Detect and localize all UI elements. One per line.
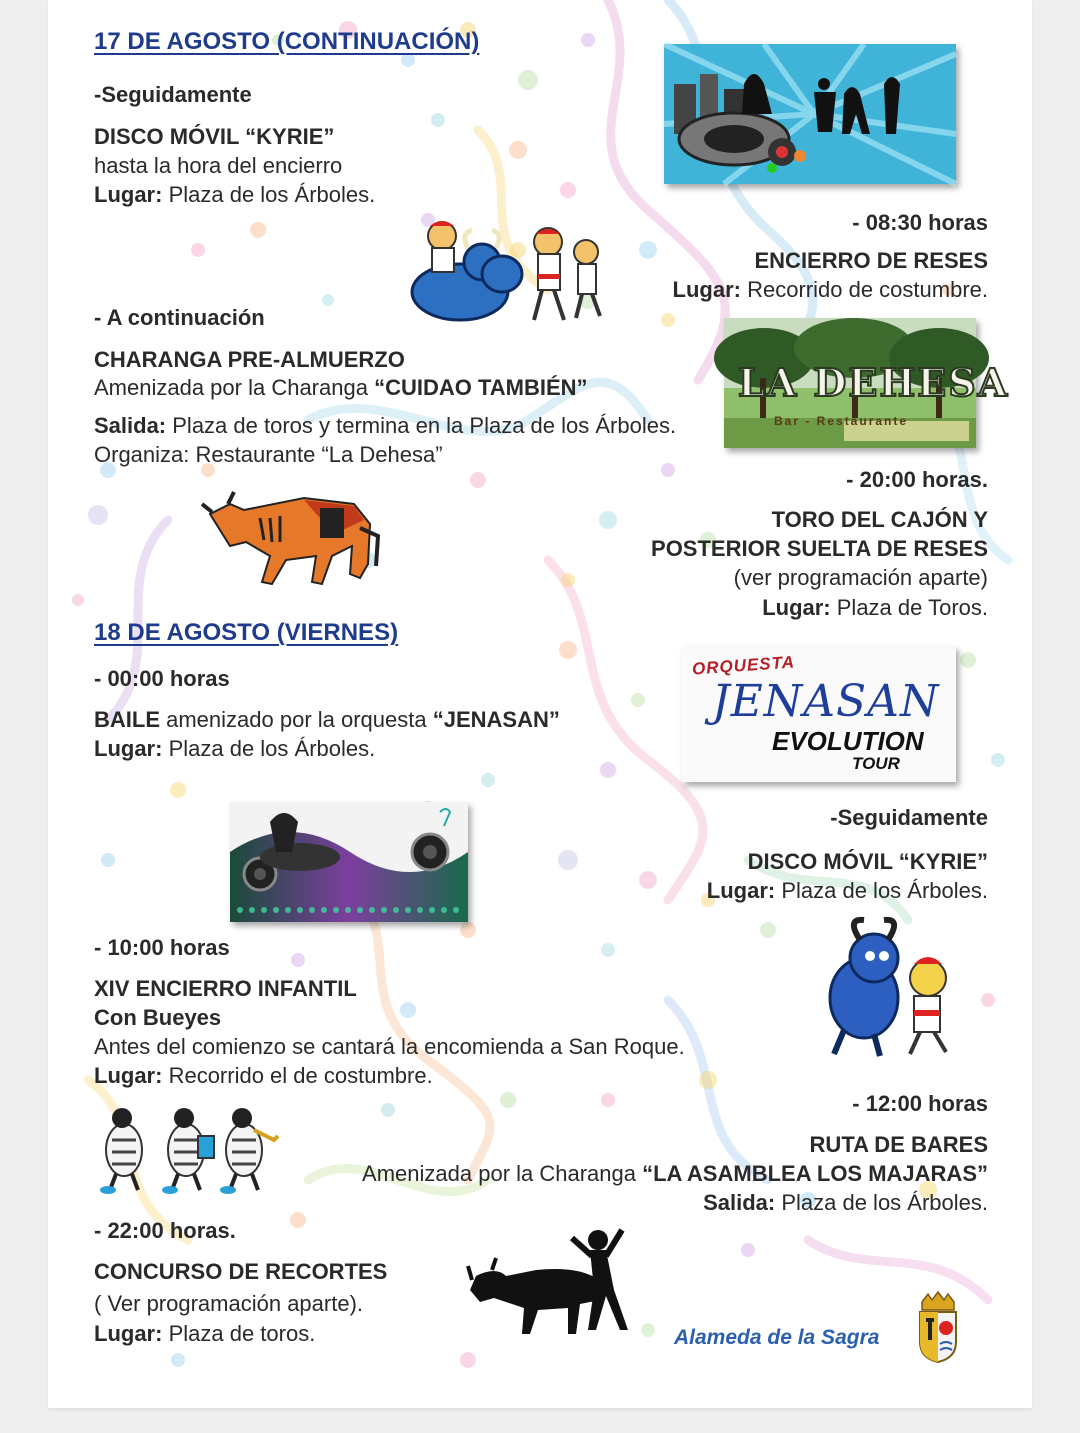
aug17-event4-title2: POSTERIOR SUELTA DE RESES [651,536,988,561]
aug18-event5-time: - 22:00 horas. [94,1218,236,1243]
la-dehesa-restaurant-image [724,318,1010,448]
aug18-event1-title [94,705,560,734]
aug17-event2-time: - 08:30 horas [852,210,988,235]
place-value: Plaza de los Árboles. [162,182,376,207]
start-label: Salida: [94,413,167,438]
place-value: Plaza de los Árboles. [775,878,988,903]
charanga-musicians-image [94,1100,280,1196]
start-label: Salida: [703,1190,776,1215]
orchestra-name: “JENASAN” [432,707,560,732]
dj-speakers-image [230,802,468,922]
jenasan-top-text: ORQUESTA [691,652,796,679]
aug17-event2-title: ENCIERRO DE RESES [754,248,988,273]
aug18-event3-time: - 10:00 horas [94,935,230,960]
aug18-event5-detail: ( Ver programación aparte). [94,1291,364,1316]
detail-text: Amenizada por la Charanga [94,375,375,400]
aug18-event3-detail: Antes del comienzo se cantará la encomienda a San Roque. [94,1034,685,1059]
charanga-name: “CUIDAO TAMBIÉN” [374,375,588,400]
aug17-event3-start [94,411,676,440]
aug18-event3-place [94,1061,433,1090]
town-coat-of-arms-icon [916,1292,960,1364]
cartoon-ox-runner-image [804,918,964,1062]
aug18-event3-subtitle: Con Bueyes [94,1005,222,1030]
aug18-event2-title: DISCO MÓVIL “KYRIE” [747,849,988,874]
aug18-event4-time: - 12:00 horas [852,1091,988,1116]
aug18-event4-detail [362,1159,988,1188]
aug17-event1-place [94,180,375,209]
aug17-event1-detail: hasta la hora del encierro [94,153,343,178]
start-value: Plaza de los Árboles. [775,1190,988,1215]
aug17-heading: 17 DE AGOSTO (CONTINUACIÓN) [94,28,480,55]
aug18-event3-title: XIV ENCIERRO INFANTIL [94,976,357,1001]
place-label: Lugar: [706,878,776,903]
dehesa-logo-text: LA DEHESA [738,360,1010,405]
place-value: Recorrido el de costumbre. [162,1063,433,1088]
place-label: Lugar: [94,1063,163,1088]
aug17-event1-time: -Seguidamente [94,82,252,107]
place-label: Lugar: [94,1321,163,1346]
aug17-event4-detail: (ver programación aparte) [733,565,988,590]
aug18-event5-title: CONCURSO DE RECORTES [94,1259,388,1284]
town-name: Alameda de la Sagra [674,1326,880,1349]
aug17-event4-place [762,593,988,622]
charanga-name: “LA ASAMBLEA LOS MAJARAS” [642,1161,988,1186]
cartoon-bulls-runners-image [402,212,622,332]
start-value: Plaza de toros y termina en la Plaza de los Árboles. [166,413,677,438]
detail-text: Amenizada por la Charanga [362,1161,643,1186]
aug17-event3-detail [94,373,588,402]
aug18-event4-title: RUTA DE BARES [809,1132,988,1157]
place-value: Plaza de toros. [162,1321,316,1346]
jenasan-tour-text-2: TOUR [852,754,900,773]
event-title: BAILE [94,707,160,732]
aug17-event3-time: - A continuación [94,305,265,330]
aug17-event1-title: DISCO MÓVIL “KYRIE” [94,124,335,149]
dehesa-subtitle: Bar - Restaurante [774,414,909,428]
place-value: Plaza de los Árboles. [162,736,376,761]
place-label: Lugar: [94,736,163,761]
dj-turntable-image [664,44,956,184]
place-label: Lugar: [94,182,163,207]
jenasan-orchestra-logo [682,646,956,782]
bullfighter-silhouette-image [468,1226,644,1342]
aug18-event2-time: -Seguidamente [830,805,988,830]
aug17-event3-title: CHARANGA PRE-ALMUERZO [94,347,405,372]
aug17-event4-title1: TORO DEL CAJÓN Y [771,507,988,532]
abstract-bull-image [200,488,386,586]
aug18-event4-start [703,1188,988,1217]
festival-program-page [48,0,1032,1408]
aug18-event1-place [94,734,375,763]
place-label: Lugar: [762,595,831,620]
aug17-event4-time: - 20:00 horas. [846,467,988,492]
aug17-event2-place [673,275,988,304]
jenasan-tour-text: EVOLUTION [772,726,924,756]
aug18-event5-place [94,1319,315,1348]
aug17-event3-organizer: Organiza: Restaurante “La Dehesa” [94,442,443,467]
place-value: Plaza de Toros. [830,595,988,620]
aug18-event1-time: - 00:00 horas [94,666,230,691]
aug18-heading: 18 DE AGOSTO (VIERNES) [94,619,399,646]
place-value: Recorrido de costumbre. [741,277,988,302]
detail-text: amenizado por la orquesta [160,707,433,732]
jenasan-name-text: JENASAN [712,676,940,727]
aug18-event2-place [707,876,988,905]
place-label: Lugar: [672,277,741,302]
